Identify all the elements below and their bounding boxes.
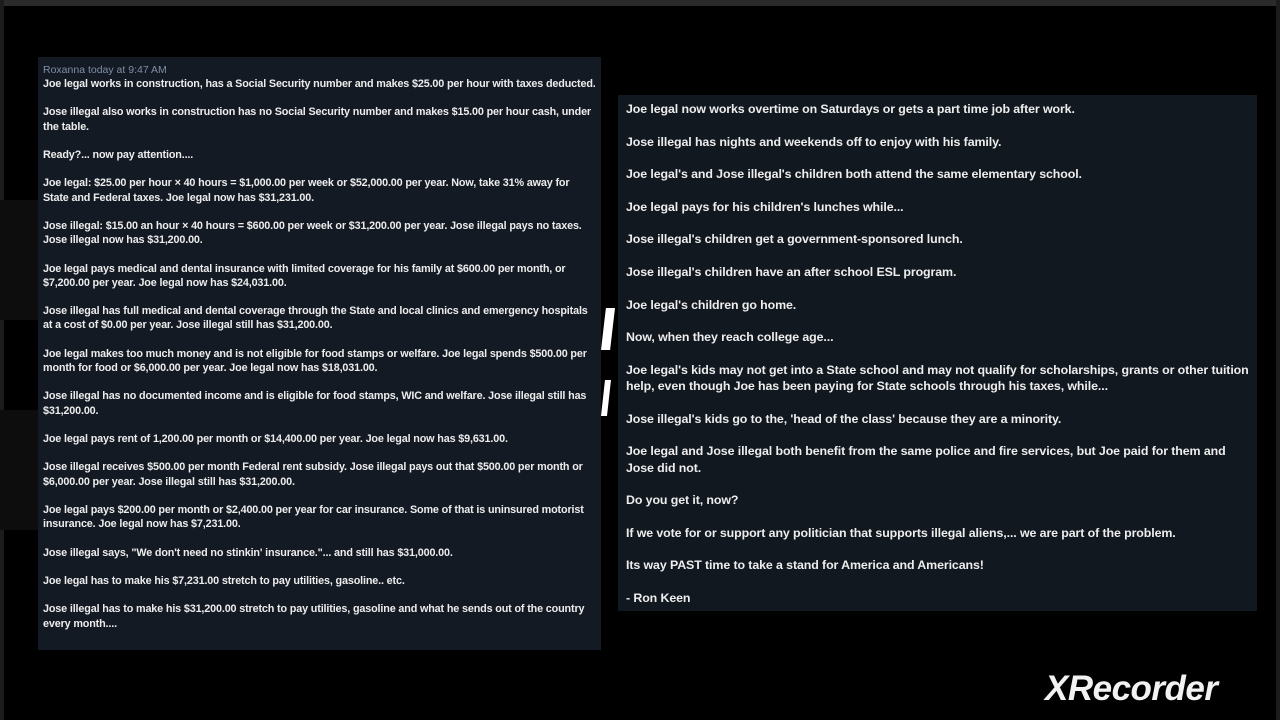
xrecorder-watermark: XRecorder	[1045, 669, 1218, 708]
message-paragraph: Its way PAST time to take a stand for America and Americans!	[626, 558, 984, 573]
message-paragraph: Joe legal works in construction, has a Social Security number and makes $25.00 per hour with taxes deducted.	[43, 78, 596, 90]
background-slash-fragment	[601, 308, 615, 350]
message-paragraph: Joe legal's kids may not get into a State school and may not qualify for scholarships, grants or other tuition help, even though Joe has been paying for State schools through his taxes, while...	[626, 362, 1249, 394]
message-paragraph: Joe legal makes too much money and is not eligible for food stamps or welfare. Joe legal spends $500.00 per month for food or $6,000.00 per year. Joe legal now has $18,031.00.	[43, 347, 587, 374]
message-paragraph: Joe legal: $25.00 per hour × 40 hours = $1,000.00 per week or $52,000.00 per year. Now, take 31% away for State and Federal taxes. Joe legal now has $31,231.00.	[43, 177, 570, 204]
top-border	[0, 0, 1280, 6]
message-paragraph: Jose illegal's kids go to the, 'head of the class' because they are a minority.	[626, 411, 1062, 426]
message-paragraph: Now, when they reach college age...	[626, 330, 834, 345]
message-paragraph: Joe legal now works overtime on Saturdays or gets a part time job after work.	[626, 102, 1075, 116]
message-paragraph: Joe legal pays medical and dental insurance with limited coverage for his family at $600.00 per month, or $7,200.00 per year. Joe legal now has $24,031.00.	[43, 262, 566, 289]
background-slash-fragment	[601, 380, 611, 416]
message-body-right	[626, 101, 1251, 606]
message-paragraph: If we vote for or support any politician that supports illegal aliens,... we are part of the problem.	[626, 525, 1176, 540]
left-border	[0, 0, 4, 720]
message-paragraph: Jose illegal has to make his $31,200.00 stretch to pay utilities, gasoline and what he sends out of the country every month....	[43, 603, 585, 630]
message-paragraph: Joe legal's children go home.	[626, 297, 797, 312]
message-paragraph: Jose illegal says, "We don't need no stinkin' insurance."... and still has $31,000.00.	[43, 546, 453, 559]
message-paragraph: Jose illegal: $15.00 an hour × 40 hours = $600.00 per week or $31,200.00 per year. Jose illegal pays no taxes. Jose illegal now has $31,200.00.	[43, 219, 582, 247]
message-paragraph: Joe legal's and Jose illegal's children both attend the same elementary school.	[626, 167, 1082, 182]
message-body-left	[43, 77, 596, 631]
message-paragraph: Jose illegal has full medical and dental coverage through the State and local clinics and emergency hospitals at a cost of $0.00 per year. Jose illegal still has $31,200.00.	[43, 305, 588, 332]
message-paragraph: Jose illegal also works in construction has no Social Security number and makes $15.00 per hour cash, under the table.	[43, 106, 591, 133]
message-paragraph: Joe legal pays for his children's lunches while...	[626, 199, 904, 214]
message-screenshot-right	[618, 95, 1257, 611]
message-screenshot-left	[38, 57, 601, 650]
message-paragraph: Jose illegal has nights and weekends off to enjoy with his family.	[626, 134, 1002, 149]
message-paragraph: Jose illegal has no documented income and is eligible for food stamps, WIC and welfare. Jose illegal still has $31,200.00.	[43, 390, 587, 417]
message-paragraph: Joe legal pays $200.00 per month or $2,400.00 per year for car insurance. Some of that is uninsured motorist insurance. Joe legal now has $7,231.00.	[43, 503, 584, 531]
message-paragraph: Ready?... now pay attention....	[43, 148, 194, 161]
message-paragraph: Joe legal has to make his $7,231.00 stretch to pay utilities, gasoline.. etc.	[43, 574, 405, 587]
message-paragraph: Jose illegal's children get a government-sponsored lunch.	[626, 232, 963, 247]
message-signature: - Ron Keen	[626, 590, 691, 605]
message-paragraph: Jose illegal's children have an after school ESL program.	[626, 264, 957, 279]
right-border	[1276, 0, 1280, 720]
message-paragraph: Do you get it, now?	[626, 493, 739, 508]
message-paragraph: Joe legal pays rent of 1,200.00 per month or $14,400.00 per year. Joe legal now has $9,631.00.	[43, 432, 508, 445]
message-header: Roxanna today at 9:47 AM	[43, 64, 167, 76]
message-paragraph: Joe legal and Jose illegal both benefit from the same police and fire services, but Joe paid for them and Jose did not.	[626, 444, 1226, 475]
message-paragraph: Jose illegal receives $500.00 per month Federal rent subsidy. Jose illegal pays out that $500.00 per month or $6,000.00 per year. Jose illegal still has $31,200.00.	[43, 461, 583, 488]
